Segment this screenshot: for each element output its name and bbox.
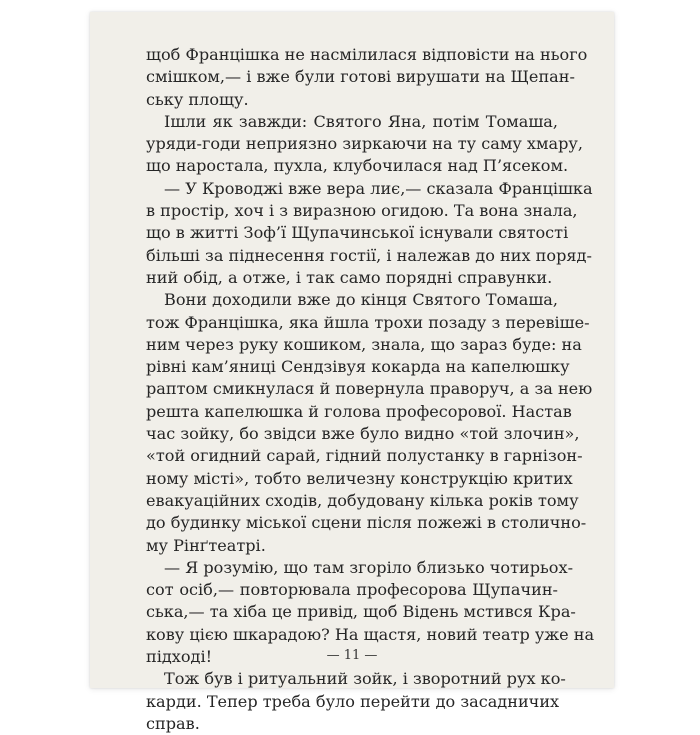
paragraph <box>146 178 593 289</box>
text-line: — Я розумію, що там згоріло близько чотирьох- <box>164 557 574 577</box>
paragraph <box>146 668 566 735</box>
text-line: сот осіб,— повторювала професорова Щупачин- <box>146 580 558 600</box>
text-line: час зойку, бо звідси вже було видно «той злочин», <box>146 424 580 444</box>
page-number: — 11 — <box>326 648 378 663</box>
text-line: евакуаційних сходів, добудовану кілька років тому <box>146 490 579 510</box>
text-line: ному місті», тобто величезну конструкцію критих <box>146 468 573 488</box>
text-line: ську площу. <box>146 89 249 109</box>
text-line: Тож був і ритуальний зойк, і зворотний рух ко- <box>164 669 566 689</box>
text-line: ська,— та хіба це привід, щоб Відень мстився Кра- <box>146 602 576 622</box>
paragraph <box>146 289 593 557</box>
text-line: в простір, хоч і з виразною огидою. Та вона знала, <box>146 201 578 221</box>
text-line: тож Францішка, яка йшла трохи позаду з перевіше- <box>146 312 590 332</box>
text-line: справ. <box>146 713 200 733</box>
text-line: — У Кроводжі вже вера лиє,— сказала Францішка <box>164 178 593 198</box>
text-line: до будинку міської сцени після пожежі в столично- <box>146 513 587 533</box>
paragraph <box>146 44 588 111</box>
text-line: підході! <box>146 647 213 667</box>
paragraph <box>146 111 584 178</box>
text-line: щоб Францішка не насмілилася відповісти на нього <box>146 45 588 64</box>
text-line: уряди-годи неприязно зиркаючи на ту саму хмару, <box>146 134 584 154</box>
text-line: кову цією шкарадою? На щастя, новий театр уже на <box>146 624 595 644</box>
body-text <box>146 44 595 735</box>
text-line: Ішли як завжди: Святого Яна, потім Томаша, <box>164 111 558 131</box>
text-line: смішком,— і вже були готові вирушати на Щепан- <box>146 67 575 87</box>
text-line: що наростала, пухла, клубочилася над П’ясеком. <box>146 156 569 176</box>
text-line: що в житті Зоф’ї Щупачинської існували святості <box>146 223 569 243</box>
text-line: ний обід, а отже, і так само порядні справунки. <box>146 267 553 287</box>
text-line: раптом смикнулася й повернула праворуч, а за нею <box>146 379 593 399</box>
text-line: Вони доходили вже до кінця Святого Томаша, <box>164 290 558 310</box>
text-line: рівні кам’яниці Сендзівуя кокарда на капелюшку <box>146 357 570 377</box>
text-line: му Рінґтеатрі. <box>146 535 266 555</box>
text-line: більші за піднесення гостії, і належав до них поряд- <box>146 245 592 265</box>
text-line: ним через руку кошиком, знала, що зараз буде: на <box>146 334 582 354</box>
text-line: «той огидний сарай, гідний полустанку в гарнізон- <box>146 446 583 466</box>
text-line: решта капелюшка й голова професорової. Настав <box>146 401 572 421</box>
book-page <box>90 12 614 733</box>
text-line: карди. Тепер треба було перейти до засадничих <box>146 691 560 711</box>
